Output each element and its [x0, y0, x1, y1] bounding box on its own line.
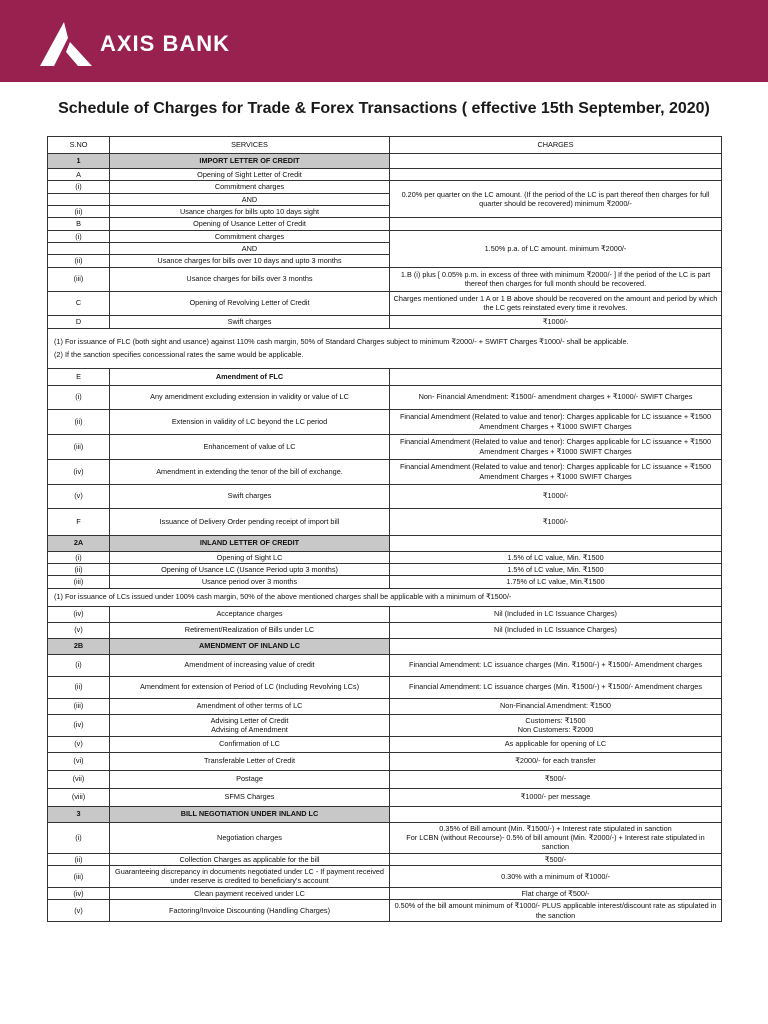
- table-row: [48, 218, 722, 230]
- empty-cell: [390, 368, 722, 385]
- row-service: Swift charges: [110, 484, 390, 508]
- row-service: Clean payment received under LC: [110, 887, 390, 899]
- table-row: [48, 230, 722, 242]
- table-row: [48, 900, 722, 922]
- row-service: AND: [110, 242, 390, 254]
- table-row: [48, 622, 722, 638]
- table-row: [48, 770, 722, 788]
- section-number: 2B: [48, 638, 110, 654]
- charges-table-wrap: [47, 136, 721, 922]
- row-number: (iv): [48, 714, 110, 736]
- empty-cell: [390, 154, 722, 169]
- row-service: Guaranteeing discrepancy in documents negotiated under LC - If payment received under reserve is credited to beneficiary's account: [110, 865, 390, 887]
- table-row: [48, 508, 722, 535]
- charge-line: 0.35% of Bill amount (Min. ₹1500/-) + Interest rate stipulated in sanction: [439, 823, 672, 833]
- note-row: [48, 328, 722, 368]
- row-charge: ₹1000/-: [390, 315, 722, 328]
- row-number: (vi): [48, 752, 110, 770]
- table-row: [48, 822, 722, 853]
- row-number: (ii): [48, 676, 110, 698]
- service-line: Advising Letter of Credit: [210, 715, 289, 725]
- charge-line: Non Customers: ₹2000: [517, 725, 594, 735]
- axis-logo-icon: [34, 20, 94, 68]
- row-number: (iv): [48, 887, 110, 899]
- note-cell: (1) For issuance of LCs issued under 100% cash margin, 50% of the above mentioned charges shall be applicable with a minimum of ₹1500/-: [48, 588, 722, 606]
- row-service: Transferable Letter of Credit: [110, 752, 390, 770]
- row-service: Amendment of FLC: [110, 368, 390, 385]
- row-service: Any amendment excluding extension in validity or value of LC: [110, 385, 390, 409]
- table-row: [48, 576, 722, 588]
- empty-cell: [390, 638, 722, 654]
- table-row: [48, 169, 722, 181]
- row-number: (iii): [48, 698, 110, 714]
- row-number: (ii): [48, 853, 110, 865]
- table-row: [48, 368, 722, 385]
- row-service: Extension in validity of LC beyond the LC period: [110, 409, 390, 434]
- row-charge: Non-Financial Amendment: ₹1500: [390, 698, 722, 714]
- charge-line: Customers: ₹1500: [525, 715, 586, 725]
- note-line: (1) For issuance of FLC (both sight and usance) against 110% cash margin, 50% of Standard Charges subject to minimum ₹2000/- + SWIFT Charges ₹1000/- shall be applicable.: [54, 337, 629, 347]
- row-number: (ii): [48, 409, 110, 434]
- row-service: Usance charges for bills over 10 days and upto 3 months: [110, 255, 390, 267]
- row-number: (iii): [48, 267, 110, 291]
- row-charge: Financial Amendment: LC issuance charges (Min. ₹1500/-) + ₹1500/- Amendment charges: [390, 676, 722, 698]
- row-charge: ₹2000/- for each transfer: [390, 752, 722, 770]
- row-number: (v): [48, 484, 110, 508]
- table-row: [48, 698, 722, 714]
- header-services: SERVICES: [110, 137, 390, 154]
- row-number: (ii): [48, 255, 110, 267]
- row-number: (viii): [48, 788, 110, 806]
- table-row: [48, 434, 722, 459]
- row-number: (iii): [48, 576, 110, 588]
- section-row: [48, 535, 722, 551]
- row-service: Usance charges for bills upto 10 days sight: [110, 205, 390, 217]
- row-number: (vii): [48, 770, 110, 788]
- row-service: Confirmation of LC: [110, 736, 390, 752]
- row-number: F: [48, 508, 110, 535]
- section-row: [48, 154, 722, 169]
- row-number: (iii): [48, 434, 110, 459]
- empty-cell: [48, 242, 110, 254]
- table-row: [48, 484, 722, 508]
- row-number: (iv): [48, 606, 110, 622]
- row-number: E: [48, 368, 110, 385]
- table-row: [48, 315, 722, 328]
- row-charge: 0.30% with a minimum of ₹1000/-: [390, 865, 722, 887]
- table-row: [48, 563, 722, 575]
- row-service: Amendment in extending the tenor of the bill of exchange.: [110, 459, 390, 484]
- row-charge: 0.20% per quarter on the LC amount. (If the period of the LC is part thereof then charges for full quarter should be recovered) minimum ₹2000/-: [390, 181, 722, 218]
- row-charge: Non- Financial Amendment: ₹1500/- amendment charges + ₹1000/- SWIFT Charges: [390, 385, 722, 409]
- row-service: Negotiation charges: [110, 822, 390, 853]
- section-title: AMENDMENT OF INLAND LC: [110, 638, 390, 654]
- table-row: [48, 676, 722, 698]
- row-charge: ₹1000/-: [390, 484, 722, 508]
- table-row: [48, 291, 722, 315]
- table-row: [48, 887, 722, 899]
- table-header-row: [48, 137, 722, 154]
- row-service: Enhancement of value of LC: [110, 434, 390, 459]
- row-number: (i): [48, 230, 110, 242]
- empty-cell: [390, 535, 722, 551]
- table-row: [48, 267, 722, 291]
- table-row: [48, 181, 722, 193]
- header-sno: S.NO: [48, 137, 110, 154]
- row-service: Postage: [110, 770, 390, 788]
- table-row: [48, 752, 722, 770]
- row-service: Usance charges for bills over 3 months: [110, 267, 390, 291]
- charges-table: [47, 136, 722, 922]
- table-row: [48, 736, 722, 752]
- row-number: (ii): [48, 563, 110, 575]
- row-number: (ii): [48, 205, 110, 217]
- row-number: (iv): [48, 459, 110, 484]
- row-number: (v): [48, 900, 110, 922]
- section-number: 3: [48, 806, 110, 822]
- section-number: 2A: [48, 535, 110, 551]
- section-row: [48, 638, 722, 654]
- table-row: [48, 853, 722, 865]
- document-title: Schedule of Charges for Trade & Forex Transactions ( effective 15th September, 2020): [58, 100, 710, 117]
- row-service: Amendment of other terms of LC: [110, 698, 390, 714]
- row-service: [110, 714, 390, 736]
- table-row: [48, 385, 722, 409]
- header-charges: CHARGES: [390, 137, 722, 154]
- row-service: Opening of Usance LC (Usance Period upto 3 months): [110, 563, 390, 575]
- row-service: Collection Charges as applicable for the bill: [110, 853, 390, 865]
- row-charge: Financial Amendment (Related to value and tenor): Charges applicable for LC issuance + ₹1500 Amendment Charges + ₹1000 SWIFT Charges: [390, 409, 722, 434]
- empty-cell: [390, 218, 722, 230]
- row-service: Amendment for extension of Period of LC (Including Revolving LCs): [110, 676, 390, 698]
- row-charge: Flat charge of ₹500/-: [390, 887, 722, 899]
- table-row: [48, 551, 722, 563]
- row-charge: Charges mentioned under 1 A or 1 B above should be recovered on the amount and period by which the LC gets reinstated every time it revolves.: [390, 291, 722, 315]
- row-number: (v): [48, 736, 110, 752]
- row-charge: 1.75% of LC value, Min.₹1500: [390, 576, 722, 588]
- row-number: C: [48, 291, 110, 315]
- row-service: Commitment charges: [110, 230, 390, 242]
- row-charge: Financial Amendment: LC issuance charges (Min. ₹1500/-) + ₹1500/- Amendment charges: [390, 654, 722, 676]
- row-charge: 1.5% of LC value, Min. ₹1500: [390, 563, 722, 575]
- empty-cell: [390, 806, 722, 822]
- row-service: AND: [110, 193, 390, 205]
- row-service: SFMS Charges: [110, 788, 390, 806]
- section-row: [48, 806, 722, 822]
- row-number: (v): [48, 622, 110, 638]
- row-charge: Nil (Included in LC Issuance Charges): [390, 622, 722, 638]
- empty-cell: [48, 193, 110, 205]
- row-charge: Financial Amendment (Related to value and tenor): Charges applicable for LC issuance + ₹1500 Amendment Charges + ₹1000 SWIFT Charges: [390, 434, 722, 459]
- table-row: [48, 714, 722, 736]
- row-service: Factoring/Invoice Discounting (Handling Charges): [110, 900, 390, 922]
- row-charge: ₹500/-: [390, 853, 722, 865]
- note-cell: [48, 328, 722, 368]
- service-line: Advising of Amendment: [211, 725, 288, 735]
- table-row: [48, 865, 722, 887]
- row-number: (i): [48, 385, 110, 409]
- row-service: Opening of Revolving Letter of Credit: [110, 291, 390, 315]
- empty-cell: [390, 169, 722, 181]
- section-title: BILL NEGOTIATION UNDER INLAND LC: [110, 806, 390, 822]
- row-charge: As applicable for opening of LC: [390, 736, 722, 752]
- note-row: [48, 588, 722, 606]
- row-number: A: [48, 169, 110, 181]
- row-charge: ₹1000/- per message: [390, 788, 722, 806]
- row-number: (i): [48, 654, 110, 676]
- table-row: [48, 606, 722, 622]
- row-charge: [390, 822, 722, 853]
- row-service: Opening of Sight LC: [110, 551, 390, 563]
- row-service: Acceptance charges: [110, 606, 390, 622]
- section-title: INLAND LETTER OF CREDIT: [110, 535, 390, 551]
- row-service: Opening of Usance Letter of Credit: [110, 218, 390, 230]
- row-charge: 1.B (i) plus [ 0.05% p.m. in excess of three with minimum ₹2000/- ] If the period of the LC is part thereof then charges for full month should be recovered.: [390, 267, 722, 291]
- row-number: (i): [48, 181, 110, 193]
- charge-line: For LCBN (without Recourse)- 0.5% of bill amount (Min. ₹2000/-) + Interest rate stipulated in sanction: [406, 832, 705, 852]
- table-row: [48, 654, 722, 676]
- row-charge: 1.50% p.a. of LC amount. minimum ₹2000/-: [390, 230, 722, 267]
- note-line: (2) If the sanction specifies concessional rates the same would be applicable.: [54, 349, 304, 359]
- row-charge: ₹500/-: [390, 770, 722, 788]
- row-service: Retirement/Realization of Bills under LC: [110, 622, 390, 638]
- row-service: Swift charges: [110, 315, 390, 328]
- row-number: (i): [48, 551, 110, 563]
- row-number: (iii): [48, 865, 110, 887]
- row-service: Opening of Sight Letter of Credit: [110, 169, 390, 181]
- brand-name: AXIS BANK: [100, 31, 231, 56]
- table-row: [48, 788, 722, 806]
- section-number: 1: [48, 154, 110, 169]
- header-band: [0, 0, 768, 82]
- row-number: D: [48, 315, 110, 328]
- section-title: IMPORT LETTER OF CREDIT: [110, 154, 390, 169]
- row-charge: Financial Amendment (Related to value and tenor): Charges applicable for LC issuance + ₹1500 Amendment Charges + ₹1000 SWIFT Charges: [390, 459, 722, 484]
- row-service: Commitment charges: [110, 181, 390, 193]
- row-charge: 0.50% of the bill amount minimum of ₹1000/- PLUS applicable interest/discount rate as stipulated in the sanction: [390, 900, 722, 922]
- row-number: B: [48, 218, 110, 230]
- table-row: [48, 459, 722, 484]
- row-service: Usance period over 3 months: [110, 576, 390, 588]
- row-service: Amendment of increasing value of credit: [110, 654, 390, 676]
- row-charge: 1.5% of LC value, Min. ₹1500: [390, 551, 722, 563]
- row-number: (i): [48, 822, 110, 853]
- row-service: Issuance of Delivery Order pending receipt of import bill: [110, 508, 390, 535]
- brand-logo: [34, 20, 230, 68]
- table-row: [48, 409, 722, 434]
- row-charge: Nil (Included in LC Issuance Charges): [390, 606, 722, 622]
- row-charge: [390, 714, 722, 736]
- row-charge: ₹1000/-: [390, 508, 722, 535]
